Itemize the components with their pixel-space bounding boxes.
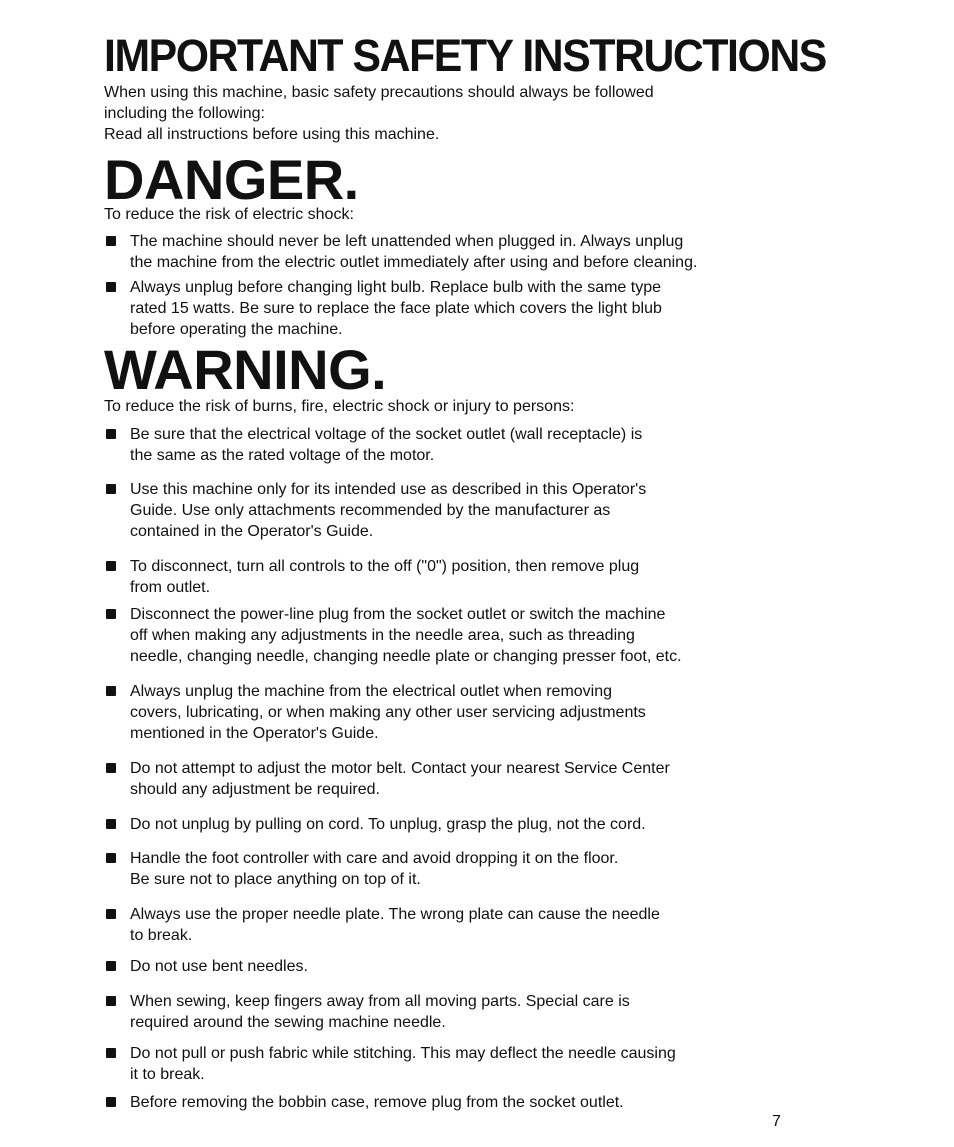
- bullet-icon: [106, 236, 116, 246]
- bullet-icon: [106, 609, 116, 619]
- text-line: mentioned in the Operator's Guide.: [130, 725, 379, 742]
- list-item-text: [130, 1092, 774, 1113]
- bullet-icon: [106, 429, 116, 439]
- intro-line: including the following:: [104, 105, 265, 122]
- list-item-text: [130, 479, 774, 542]
- intro-line: Read all instructions before using this machine.: [104, 126, 440, 143]
- text-line: Do not attempt to adjust the motor belt. Contact your nearest Service Center: [130, 760, 670, 777]
- text-line: To disconnect, turn all controls to the off ("0") position, then remove plug: [130, 558, 640, 575]
- text-line: Be sure not to place anything on top of it.: [130, 871, 421, 888]
- text-line: Before removing the bobbin case, remove plug from the socket outlet.: [130, 1094, 624, 1111]
- list-item-text: [130, 904, 774, 946]
- text-line: covers, lubricating, or when making any other user servicing adjustments: [130, 704, 646, 721]
- text-line: it to break.: [130, 1066, 205, 1083]
- bullet-icon: [106, 909, 116, 919]
- text-line: rated 15 watts. Be sure to replace the face plate which covers the light blub: [130, 300, 662, 317]
- text-line: Do not unplug by pulling on cord. To unplug, grasp the plug, not the cord.: [130, 816, 646, 833]
- text-line: The machine should never be left unattended when plugged in. Always unplug: [130, 233, 684, 250]
- list-item-text: [130, 277, 774, 340]
- text-line: from outlet.: [130, 579, 211, 596]
- list-item-text: [130, 991, 774, 1033]
- warning-heading: WARNING.: [104, 338, 387, 401]
- bullet-icon: [106, 1048, 116, 1058]
- text-line: to break.: [130, 927, 193, 944]
- bullet-icon: [106, 686, 116, 696]
- text-line: the machine from the electric outlet immediately after using and before cleaning.: [130, 254, 698, 271]
- text-line: Always unplug the machine from the electrical outlet when removing: [130, 683, 613, 700]
- text-line: contained in the Operator's Guide.: [130, 523, 374, 540]
- list-item-text: [130, 956, 774, 977]
- text-line: should any adjustment be required.: [130, 781, 380, 798]
- list-item-text: [130, 424, 774, 466]
- intro-line: When using this machine, basic safety precautions should always be followed: [104, 84, 654, 101]
- bullet-icon: [106, 763, 116, 773]
- text-line: Always use the proper needle plate. The wrong plate can cause the needle: [130, 906, 660, 923]
- text-line: Handle the foot controller with care and avoid dropping it on the floor.: [130, 850, 619, 867]
- text-line: off when making any adjustments in the needle area, such as threading: [130, 627, 635, 644]
- text-line: Be sure that the electrical voltage of the socket outlet (wall receptacle) is: [130, 426, 643, 443]
- text-line: Always unplug before changing light bulb. Replace bulb with the same type: [130, 279, 661, 296]
- text-line: required around the sewing machine needle.: [130, 1014, 446, 1031]
- text-line: Do not pull or push fabric while stitching. This may deflect the needle causing: [130, 1045, 676, 1062]
- bullet-icon: [106, 996, 116, 1006]
- page-number: 7: [772, 1113, 781, 1130]
- list-item-text: [130, 1043, 774, 1085]
- list-item-text: [130, 231, 774, 273]
- bullet-icon: [106, 484, 116, 494]
- bullet-icon: [106, 561, 116, 571]
- list-item-text: [130, 848, 774, 890]
- bullet-icon: [106, 282, 116, 292]
- bullet-icon: [106, 819, 116, 829]
- danger-lead: To reduce the risk of electric shock:: [104, 206, 354, 223]
- page-title: IMPORTANT SAFETY INSTRUCTIONS: [104, 30, 826, 81]
- intro-text: [104, 82, 784, 145]
- warning-lead: To reduce the risk of burns, fire, electric shock or injury to persons:: [104, 398, 575, 415]
- danger-heading: DANGER.: [104, 148, 359, 211]
- text-line: Use this machine only for its intended use as described in this Operator's: [130, 481, 647, 498]
- text-line: Disconnect the power-line plug from the socket outlet or switch the machine: [130, 606, 666, 623]
- bullet-icon: [106, 853, 116, 863]
- list-item-text: [130, 681, 774, 744]
- text-line: When sewing, keep fingers away from all moving parts. Special care is: [130, 993, 630, 1010]
- list-item-text: [130, 814, 774, 835]
- text-line: before operating the machine.: [130, 321, 343, 338]
- list-item-text: [130, 604, 774, 667]
- list-item-text: [130, 758, 774, 800]
- text-line: Guide. Use only attachments recommended by the manufacturer as: [130, 502, 611, 519]
- list-item-text: [130, 556, 774, 598]
- bullet-icon: [106, 1097, 116, 1107]
- text-line: the same as the rated voltage of the motor.: [130, 447, 435, 464]
- text-line: Do not use bent needles.: [130, 958, 308, 975]
- bullet-icon: [106, 961, 116, 971]
- text-line: needle, changing needle, changing needle plate or changing presser foot, etc.: [130, 648, 682, 665]
